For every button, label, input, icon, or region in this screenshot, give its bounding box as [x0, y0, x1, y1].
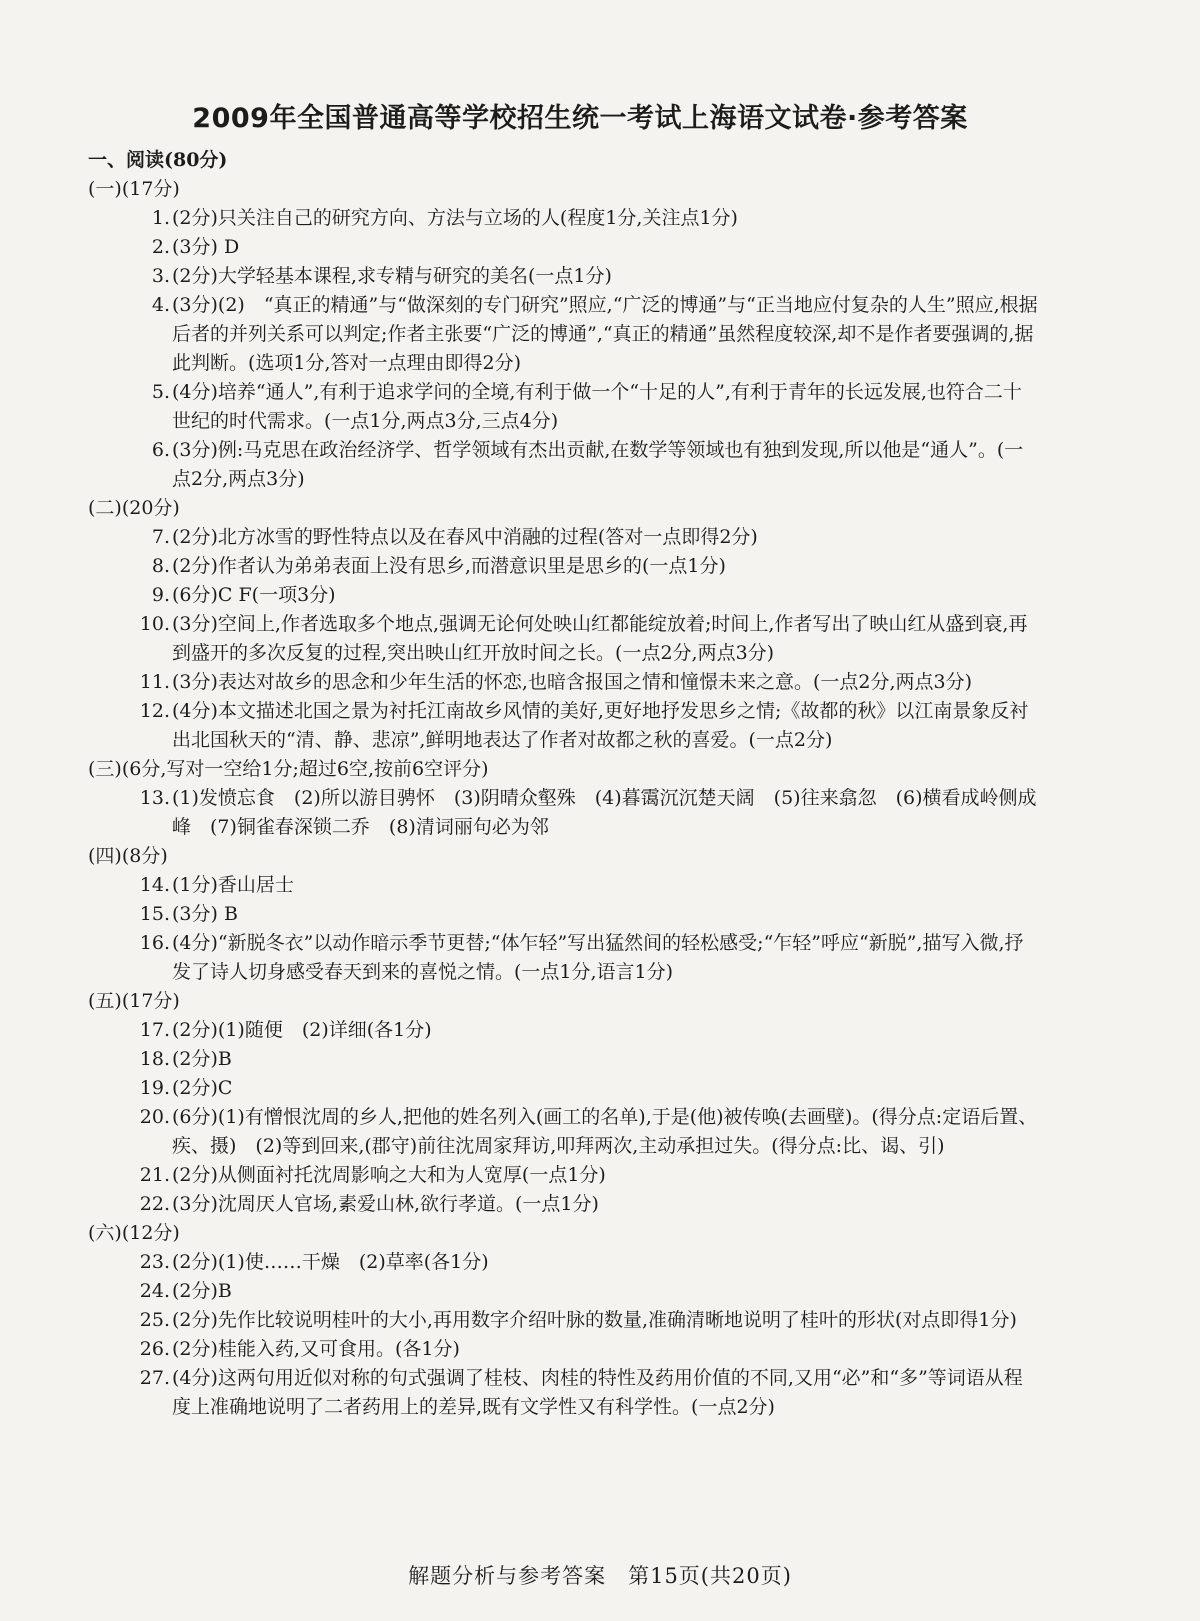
answer-text: (2分)B [172, 1280, 232, 1302]
answer-number: 12. [139, 700, 170, 722]
answer-number: 23. [139, 1251, 170, 1273]
answer-item [88, 610, 1038, 668]
answer-number: 21. [139, 1164, 170, 1186]
group-heading: (一)(17分) [88, 178, 180, 200]
answer-number: 11. [139, 671, 170, 693]
answer-number: 27. [139, 1367, 170, 1389]
answer-item [88, 1074, 1038, 1103]
answer-number: 13. [139, 787, 170, 809]
answer-item [88, 378, 1038, 436]
answer-item [88, 1161, 1038, 1190]
answer-text: (1分)香山居士 [172, 874, 294, 896]
answer-item [88, 523, 1038, 552]
page-title: 2009年全国普通高等学校招生统一考试上海语文试卷·参考答案 [192, 103, 968, 134]
answer-number: 14. [139, 874, 170, 896]
answer-number: 10. [139, 613, 170, 635]
answer-text: (3分)空间上,作者选取多个地点,强调无论何处映山红都能绽放着;时间上,作者写出了映山红从盛到衰,再到盛开的多次反复的过程,突出映山红开放时间之长。(一点2分,两点3分) [172, 613, 1028, 664]
group-heading: (二)(20分) [88, 497, 180, 519]
answer-text: (3分) B [172, 903, 238, 925]
answer-number: 15. [139, 903, 170, 925]
answer-text: (6分)(1)有憎恨沈周的乡人,把他的姓名列入(画工的名单),于是(他)被传唤(去画壁)。(得分点:定语后置、疾、摄) (2)等到回来,(郡守)前往沈周家拜访,叩拜两次,主动承担过失。(得分点:比、谒、引) [172, 1106, 1038, 1157]
answer-text: (2分)只关注自己的研究方向、方法与立场的人(程度1分,关注点1分) [172, 207, 738, 229]
answer-text: (2分)先作比较说明桂叶的大小,再用数字介绍叶脉的数量,准确清晰地说明了桂叶的形状(对点即得1分) [172, 1309, 1017, 1331]
section-heading: 一、阅读(80分) [88, 149, 228, 171]
answer-text: (3分)沈周厌人官场,素爱山林,欲行孝道。(一点1分) [172, 1193, 599, 1215]
answer-text: (2分)北方冰雪的野性特点以及在春风中消融的过程(答对一点即得2分) [172, 526, 758, 548]
answer-item [88, 1016, 1038, 1045]
answer-text: (2分)B [172, 1048, 232, 1070]
answer-item [88, 871, 1038, 900]
answer-number: 17. [139, 1019, 170, 1041]
answer-item [88, 1190, 1038, 1219]
answer-item [88, 900, 1038, 929]
answer-item [88, 233, 1038, 262]
answer-item [88, 929, 1038, 987]
answer-text: (3分)例:马克思在政治经济学、哲学领域有杰出贡献,在数学等领域也有独到发现,所以他是“通人”。(一点2分,两点3分) [172, 439, 1024, 490]
group-heading: (三)(6分,写对一空给1分;超过6空,按前6空评分) [88, 758, 489, 780]
answer-item [88, 291, 1038, 378]
answer-number: 26. [139, 1338, 170, 1360]
answer-number: 16. [139, 932, 170, 954]
answer-item [88, 581, 1038, 610]
answer-number: 5. [151, 381, 170, 403]
answer-item [88, 1248, 1038, 1277]
answer-text: (2分)C [172, 1077, 233, 1099]
answer-text: (1)发愤忘食 (2)所以游目骋怀 (3)阴晴众壑殊 (4)暮霭沉沉楚天阔 (5)往来翕忽 (6)横看成岭侧成峰 (7)铜雀春深锁二乔 (8)清词丽句必为邻 [172, 787, 1037, 838]
answer-text: (4分)本文描述北国之景为衬托江南故乡风情的美好,更好地抒发思乡之情;《故都的秋》以江南景象反衬出北国秋天的“清、静、悲凉”,鲜明地表达了作者对故都之秋的喜爱。(一点2分) [172, 700, 1029, 751]
answer-number: 6. [151, 439, 170, 461]
answer-text: (4分)“新脱冬衣”以动作暗示季节更替;“体乍轻”写出猛然间的轻松感受;“乍轻”呼应“新脱”,描写入微,抒发了诗人切身感受春天到来的喜悦之情。(一点1分,语言1分) [172, 932, 1024, 983]
answer-number: 7. [151, 526, 170, 548]
answer-item [88, 204, 1038, 233]
answer-text: (4分)培养“通人”,有利于追求学问的全境,有利于做一个“十足的人”,有利于青年的长远发展,也符合二十世纪的时代需求。(一点1分,两点3分,三点4分) [172, 381, 1022, 432]
answer-item [88, 1103, 1038, 1161]
answer-text: (2分)大学轻基本课程,求专精与研究的美名(一点1分) [172, 265, 612, 287]
answer-item [88, 784, 1038, 842]
answer-item [88, 552, 1038, 581]
answer-text: (2分)(1)使……干燥 (2)草率(各1分) [172, 1251, 489, 1273]
answer-item [88, 1045, 1038, 1074]
answer-text: (2分)桂能入药,又可食用。(各1分) [172, 1338, 460, 1360]
answer-item [88, 1277, 1038, 1306]
answer-number: 25. [139, 1309, 170, 1331]
answer-text: (2分)从侧面衬托沈周影响之大和为人宽厚(一点1分) [172, 1164, 606, 1186]
answer-number: 18. [139, 1048, 170, 1070]
answer-number: 24. [139, 1280, 170, 1302]
answer-text: (3分) D [172, 236, 240, 258]
group-heading: (五)(17分) [88, 990, 180, 1012]
answer-number: 9. [151, 584, 170, 606]
answer-item [88, 668, 1038, 697]
answer-number: 1. [151, 207, 170, 229]
answer-number: 4. [151, 294, 170, 316]
answer-number: 8. [151, 555, 170, 577]
answer-number: 3. [151, 265, 170, 287]
answer-item [88, 1364, 1038, 1422]
answer-number: 19. [139, 1077, 170, 1099]
group-heading: (四)(8分) [88, 845, 168, 867]
answer-item [88, 1335, 1038, 1364]
answer-number: 2. [151, 236, 170, 258]
group-heading: (六)(12分) [88, 1222, 180, 1244]
answer-item [88, 697, 1038, 755]
answer-text: (4分)这两句用近似对称的句式强调了桂枝、肉桂的特性及药用价值的不同,又用“必”和“多”等词语从程度上准确地说明了二者药用上的差异,既有文学性又有科学性。(一点2分) [172, 1367, 1023, 1418]
page-footer: 解题分析与参考答案 第15页(共20页) [408, 1564, 792, 1588]
answer-item [88, 1306, 1038, 1335]
answer-item [88, 436, 1038, 494]
answer-number: 22. [139, 1193, 170, 1215]
answer-text: (2分)作者认为弟弟表面上没有思乡,而潜意识里是思乡的(一点1分) [172, 555, 726, 577]
answer-item [88, 262, 1038, 291]
answer-text: (3分)表达对故乡的思念和少年生活的怀恋,也暗含报国之情和憧憬未来之意。(一点2分,两点3分) [172, 671, 972, 693]
answer-text: (6分)C F(一项3分) [172, 584, 336, 606]
answer-number: 20. [139, 1106, 170, 1128]
answer-text: (2分)(1)随便 (2)详细(各1分) [172, 1019, 432, 1041]
answer-text: (3分)(2) “真正的精通”与“做深刻的专门研究”照应,“广泛的博通”与“正当地应付复杂的人生”照应,根据后者的并列关系可以判定;作者主张要“广泛的博通”,“真正的精通”虽然程度较深,却不是作者要强调的,据此判断。(选项1分,答对一点理由即得2分) [172, 294, 1038, 374]
answer-content [88, 146, 1038, 1422]
